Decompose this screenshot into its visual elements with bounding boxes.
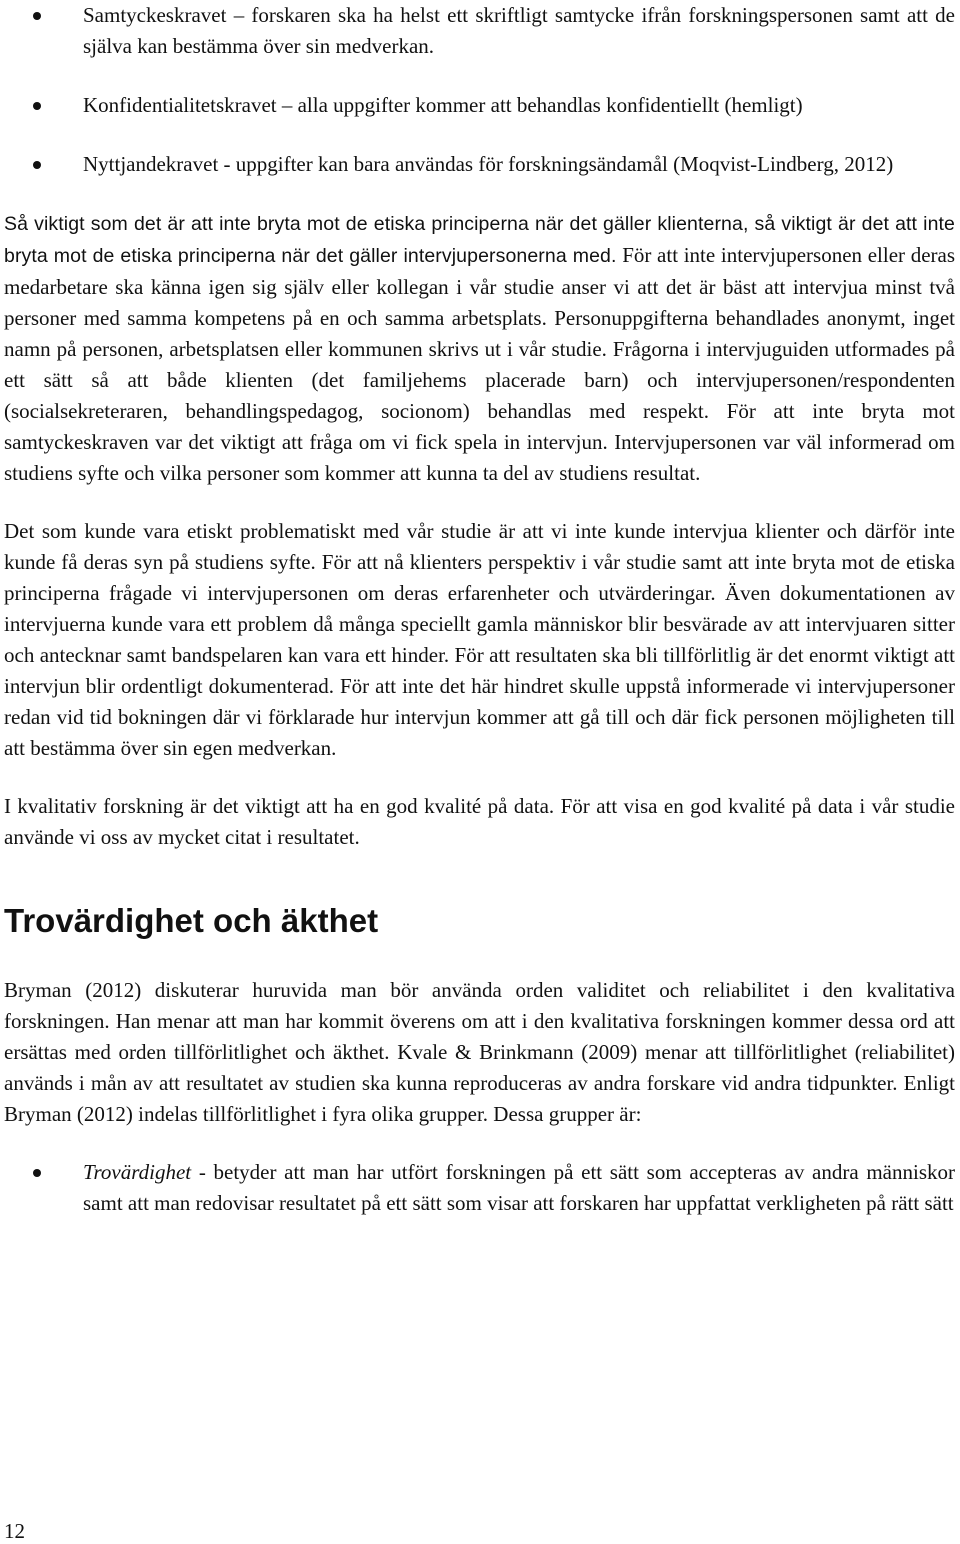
term-label: Trovärdighet (83, 1160, 192, 1184)
bullet-icon (33, 102, 41, 110)
bullet-icon (33, 12, 41, 20)
term-definition: - betyder att man har utfört forskningen på ett sätt som accepteras av andra människor samt att man redovisar resultatet på ett sätt som visar att forskaren har uppfattat verkligheten på rätt sätt (83, 1160, 955, 1215)
list-item-text: Nyttjandekravet - uppgifter kan bara användas för forskningsändamål (Moqvist-Lindberg, 2012) (83, 152, 894, 176)
ethics-requirements-list (4, 0, 955, 180)
paragraph-sans-part: Så viktigt som det är att inte bryta mot de etiska principerna när det gäller klienterna, så viktigt är det att inte bryta mot de etiska principerna när det gäller intervjupersonerna med. (4, 213, 955, 267)
list-item-text: Samtyckeskravet – forskaren ska ha helst ett skriftligt samtycke ifrån forskningspersonen samt att de själva kan bestämma över sin medverkan. (83, 3, 955, 58)
paragraph-ethics-interviewees (4, 208, 955, 489)
bullet-icon (33, 161, 41, 169)
section-heading: Trovärdighet och äkthet (4, 902, 379, 939)
paragraph-reliability: Bryman (2012) diskuterar huruvida man bör använda orden validitet och reliabilitet i den kvalitativa forskningen. Han menar att man har kommit överens om att i den kvalitativa forskningen kommer dessa ord att ersättas med orden tillförlitlighet och äkthet. Kvale & Brinkmann (2009) menar att tillförlitlighet (reliabilitet) används i mån av att resultatet av studien ska kunna reproduceras av andra forskare vid andra tidpunkter. Enligt Bryman (2012) indelas tillförlitlighet i fyra olika grupper. Dessa grupper är: (4, 978, 955, 1126)
list-item-text: Konfidentialitetskravet – alla uppgifter kommer att behandlas konfidentiellt (hemligt) (83, 93, 803, 117)
document-page (4, 0, 955, 1247)
list-item (4, 0, 955, 62)
paragraph-ethical-problems: Det som kunde vara etiskt problematiskt med vår studie är att vi inte kunde intervjua klienter och därför inte kunde få deras syn på studiens syfte. För att nå klienters perspektiv i vår studie samt att inte bryta mot de etiska principerna frågade vi intervjupersonen om deras erfarenheter och utvärderingar. Även dokumentationen av intervjuerna kunde vara ett problem då många speciellt gamla människor blir besvärade av att intervjuaren sitter och antecknar samt bandspelaren kan vara ett hinder. För att resultaten ska bli tillförlitlig är det enormt viktigt att intervjun blir ordentligt dokumenterad. För att inte det här hindret skulle uppstå informerade vi intervjupersoner redan vid tid bokningen där vi förklarade hur intervjun kommer att gå till och där fick personen möjligheten till att bestämma över sin egen medverkan. (4, 519, 955, 760)
paragraph-data-quality: I kvalitativ forskning är det viktigt att ha en god kvalité på data. För att visa en god kvalité på data i vår studie använde vi oss av mycket citat i resultatet. (4, 794, 955, 849)
paragraph-serif-part: För att inte intervjupersonen eller deras medarbetare ska känna igen sig själv eller kollegan i vår studie anser vi att det är bäst att intervjua minst två personer med samma kompetens på en och samma arbetsplats. Personuppgifterna behandlades anonymt, inget namn på personen, arbetsplatsen eller kommunen skrivs ut i vår studie. Frågorna i intervjuguiden utformades på ett sätt så att både klienten (det familjehems placerade barn) och intervjupersonen/respondenten (socialsekreteraren, behandlingspedagog, socionom) behandlas med respekt. För att inte bryta mot samtyckeskraven var det viktigt att fråga om vi fick spela in intervjun. Intervjupersonen var väl informerad om studiens syfte och vilka personer som kommer att kunna ta del av studiens resultat. (4, 243, 956, 485)
bullet-icon (33, 1169, 41, 1177)
list-item (4, 149, 955, 180)
trustworthiness-list (4, 1157, 955, 1219)
list-item (4, 1157, 955, 1219)
list-item (4, 90, 955, 121)
page-number: 12 (4, 1519, 25, 1543)
